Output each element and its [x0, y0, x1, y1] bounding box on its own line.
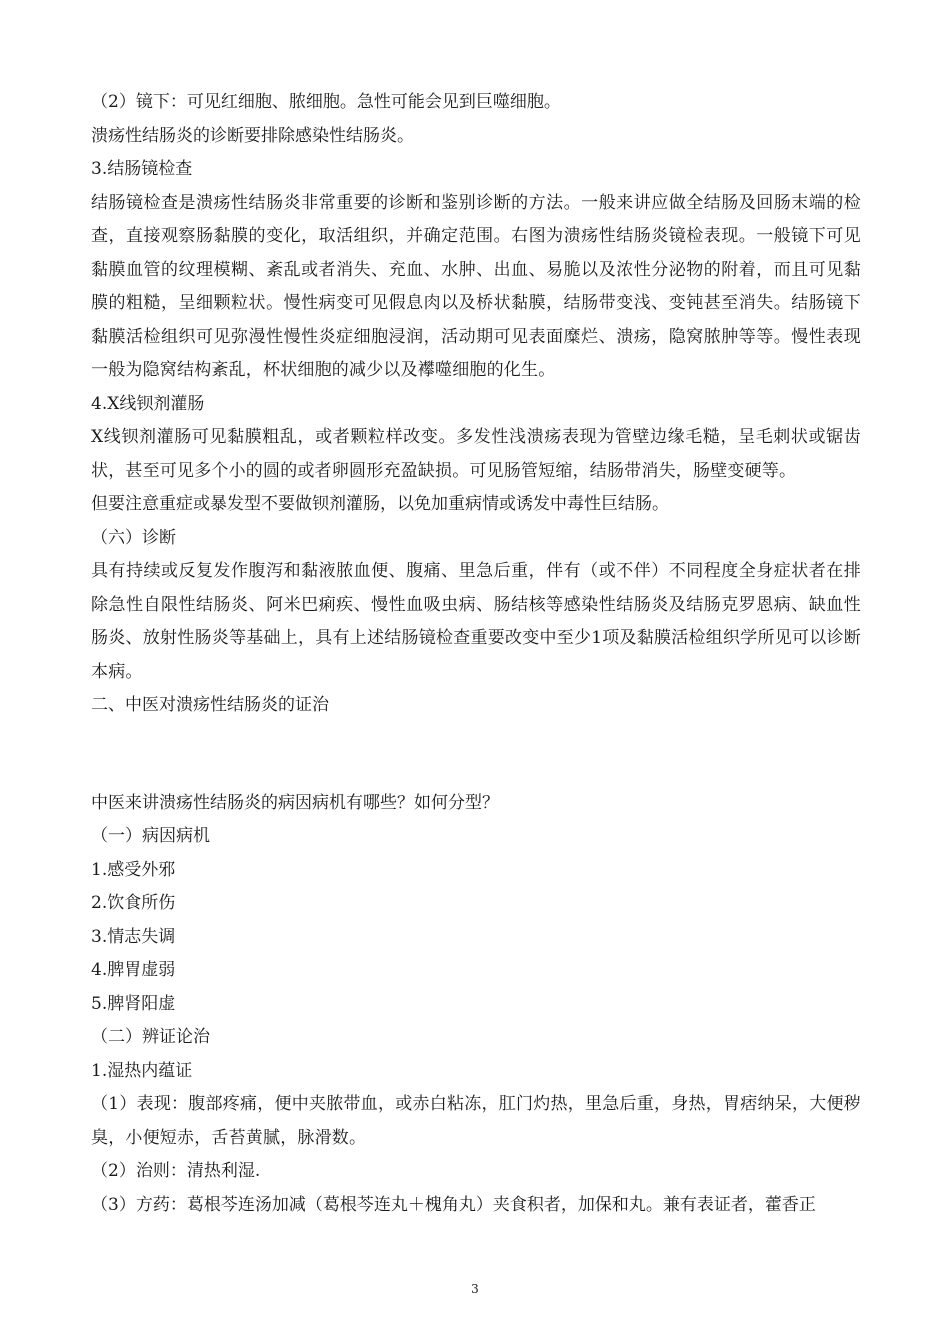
text-line: （2）治则：清热利湿. — [91, 1161, 261, 1181]
list-item: 5.脾肾阳虚 — [91, 993, 176, 1014]
section-heading: 3.结肠镜检查 — [91, 159, 193, 179]
text-line: 中医来讲溃疡性结肠炎的病因病机有哪些？如何分型？ — [91, 792, 499, 813]
page-number: 3 — [471, 1282, 479, 1296]
section-heading: 4.X线钡剂灌肠 — [91, 393, 205, 414]
text-line: （2）镜下：可见红细胞、脓细胞。急性可能会见到巨噬细胞。 — [91, 92, 561, 112]
section-heading: （六）诊断 — [91, 527, 176, 548]
paragraph-symptoms: （1）表现：腹部疼痛，便中夹脓带血，或赤白粘冻，肛门灼热，里急后重，身热，胃痞纳呆，大便秽臭，小便短赤，舌苔黄腻，脉滑数。 — [91, 1094, 861, 1148]
list-item: 4.脾胃虚弱 — [91, 960, 176, 980]
section-heading: （二）辨证论治 — [91, 1027, 210, 1047]
section-heading: 二、中医对溃疡性结肠炎的证治 — [91, 695, 329, 715]
paragraph-xray: X线钡剂灌肠可见黏膜粗乱，或者颗粒样改变。多发性浅溃疡表现为管壁边缘毛糙，呈毛刺状或锯齿状，甚至可见多个小的圆的或者卵圆形充盈缺损。可见肠管短缩，结肠带消失，肠壁变硬等。 — [91, 427, 861, 481]
text-line: 溃疡性结肠炎的诊断要排除感染性结肠炎。 — [91, 125, 414, 146]
list-item: 2.饮食所伤 — [91, 893, 176, 913]
text-line: （3）方药：葛根芩连汤加减（葛根芩连丸＋槐角丸）夹食积者，加保和丸。兼有表证者，藿香正 — [91, 1194, 816, 1215]
blank-space — [91, 723, 861, 787]
section-heading: （一）病因病机 — [91, 826, 210, 846]
text-line: 但要注意重症或暴发型不要做钡剂灌肠，以免加重病情或诱发中毒性巨结肠。 — [91, 494, 669, 514]
paragraph-colonoscopy: 结肠镜检查是溃疡性结肠炎非常重要的诊断和鉴别诊断的方法。一般来讲应做全结肠及回肠末端的检查，直接观察肠黏膜的变化，取活组织，并确定范围。右图为溃疡性结肠炎镜检表现。一般镜下可见黏膜血管的纹理模糊、紊乱或者消失、充血、水肿、出血、易脆以及浓性分泌物的附着，而且可见黏膜的粗糙，呈细颗粒状。慢性病变可见假息肉以及桥状黏膜，结肠带变浅、变钝甚至消失。结肠镜下黏膜活检组织可见弥漫性慢性炎症细胞浸润，活动期可见表面糜烂、溃疡，隐窝脓肿等等。慢性表现一般为隐窝结构紊乱，杯状细胞的减少以及襻噬细胞的化生。 — [91, 192, 861, 380]
list-item: 3.情志失调 — [91, 926, 176, 947]
list-item: 1.感受外邪 — [91, 859, 176, 880]
section-heading: 1.湿热内蕴证 — [91, 1060, 193, 1081]
paragraph-diagnosis: 具有持续或反复发作腹泻和黏液脓血便、腹痛、里急后重，伴有（或不伴）不同程度全身症状者在排除急性自限性结肠炎、阿米巴痢疾、慢性血吸虫病、肠结核等感染性结肠炎及结肠克罗恩病、缺血性肠炎、放射性肠炎等基础上，具有上述结肠镜检查重要改变中至少1项及黏膜活检组织学所见可以诊断本病。 — [91, 561, 861, 682]
document-body — [91, 86, 861, 1222]
